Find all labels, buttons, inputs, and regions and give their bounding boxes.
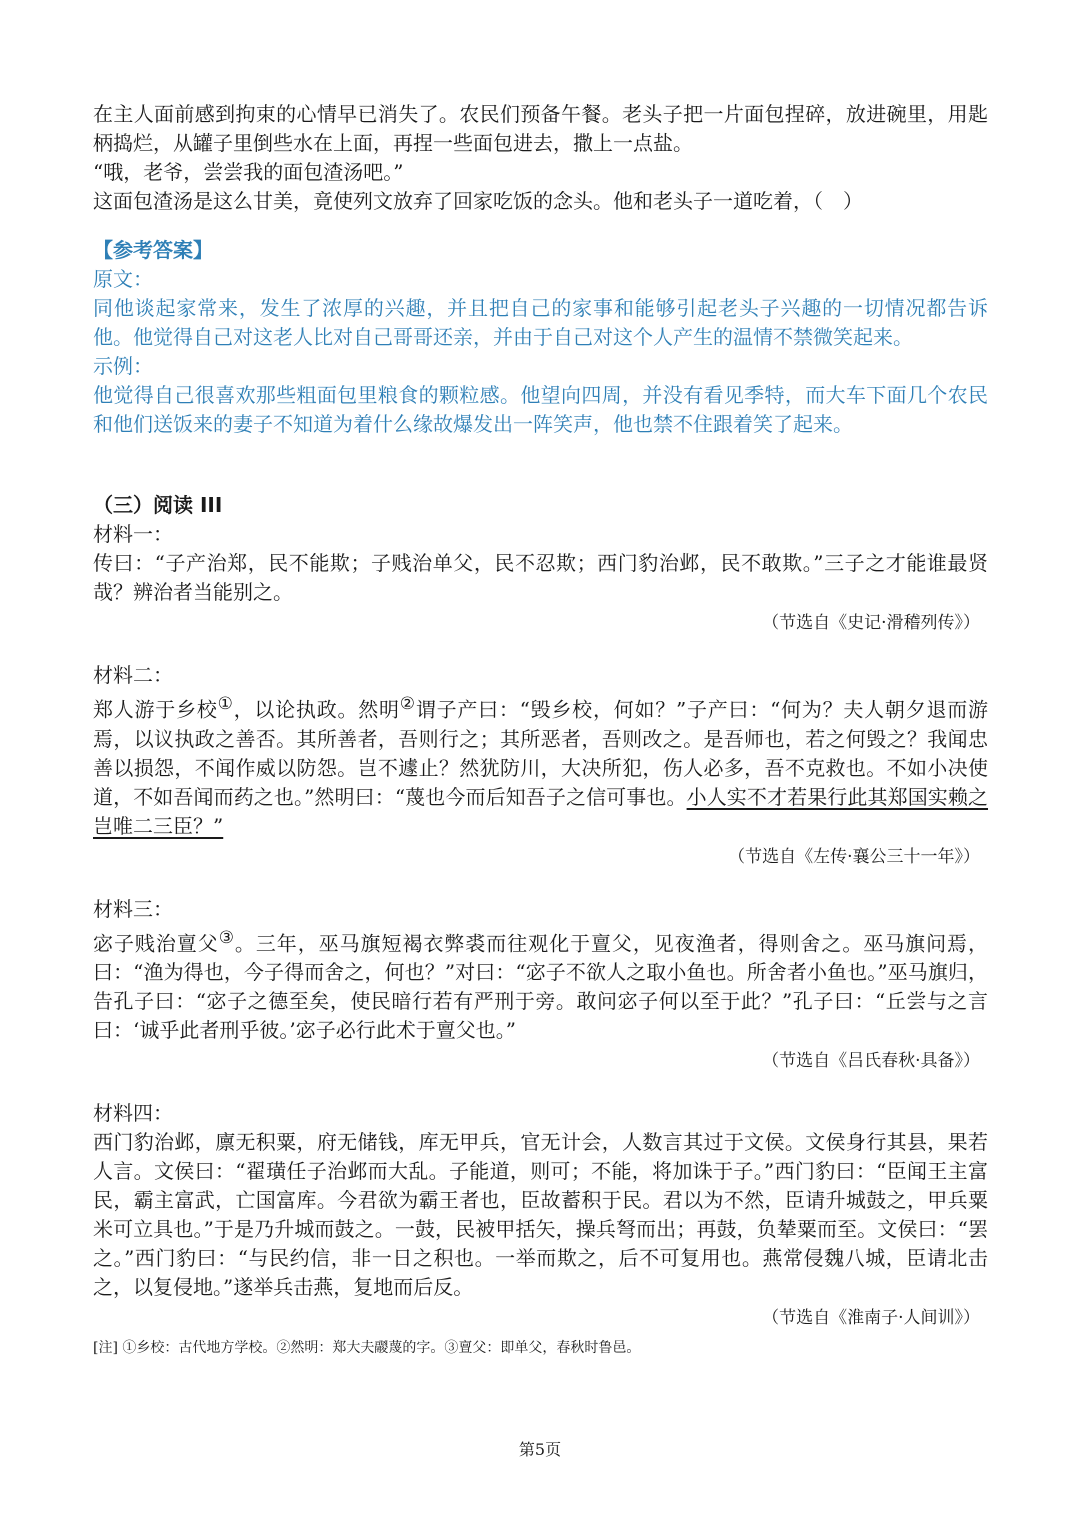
section-title: （三）阅读 III: [93, 493, 223, 517]
note-text-1: 乡校：古代地方学校。: [136, 1340, 277, 1357]
paragraph-story-3: 这面包渣汤是这么甘美，竟使列文放弃了回家吃饭的念头。他和老头子一道吃着，（ ）: [93, 189, 863, 213]
material-2-text: [93, 690, 988, 841]
material-2-text-a: 郑人游于乡校: [93, 697, 218, 722]
footnote-marker-2: ②: [399, 694, 416, 714]
material-4-source: （节选自《淮南子·人间训》）: [762, 1308, 980, 1329]
material-2-text-b: ，以论执政。然明: [233, 697, 400, 722]
material-3-source: （节选自《吕氏春秋·具备》）: [762, 1051, 980, 1072]
material-3-text-b: 。三年，巫马旗短褐衣弊裘而往观化于亶父，见夜渔者，得则舍之。巫马旗问焉，曰：“渔为得也，今子得而舍之，何也？”对曰：“宓子不欲人之取小鱼也。所舍者小鱼也。”巫马旗归，告孔子曰：“宓子之德至矣，使民暗行若有严刑于旁。敢问宓子何以至于此？”孔子曰：“丘尝与之言曰：‘诚乎此者刑乎彼。’宓子必行此术于亶父也。”: [93, 931, 988, 1043]
original-text: 同他谈起家常来，发生了浓厚的兴趣，并且把自己的家事和能够引起老头子兴趣的一切情况都告诉他。他觉得自己对这老人比对自己哥哥还亲，并由于自己对这个人产生的温情不禁微笑起来。: [93, 296, 988, 349]
material-4-text: 西门豹治邺，廪无积粟，府无储钱，库无甲兵，官无计会，人数言其过于文侯。文侯身行其县，果若人言。文侯曰：“翟璜任子治邺而大乱。子能道，则可；不能，将加诛于子。”西门豹曰：“臣闻王主富民，霸主富武，亡国富库。今君欲为霸王者也，臣故蓄积于民。君以为不然，臣请升城鼓之，甲兵粟米可立具也。”于是乃升城而鼓之。一鼓，民被甲括矢，操兵弩而出；再鼓，负辇粟而至。文侯曰：“罢之。”西门豹曰：“与民约信，非一日之积也。一举而欺之，后不可复用也。燕常侵魏八城，臣请北击之，以复侵地。”遂举兵击燕，复地而后反。: [93, 1130, 988, 1300]
note-circle-3: ③: [444, 1340, 459, 1357]
footnotes: [93, 1336, 988, 1360]
note-circle-2: ②: [276, 1340, 291, 1357]
example-text: 他觉得自己很喜欢那些粗面包里粮食的颗粒感。他望向四周，并没有看见季特，而大车下面几个农民和他们送饭来的妻子不知道为着什么缘故爆发出一阵笑声，他也禁不住跟着笑了起来。: [93, 383, 988, 436]
material-2-label: 材料二：: [93, 663, 173, 687]
material-3-text: [93, 924, 988, 1046]
paragraph-story-2: “哦，老爷，尝尝我的面包渣汤吧。”: [93, 160, 404, 184]
material-3-label: 材料三：: [93, 896, 173, 921]
page-content: [93, 100, 988, 1360]
material-1-source: （节选自《史记·滑稽列传》）: [762, 613, 980, 633]
material-4-label: 材料四：: [93, 1101, 173, 1126]
note-text-2: 然明：郑大夫鬷蔑的字。: [290, 1340, 445, 1357]
paragraph-story-1: 在主人面前感到拘束的心情早已消失了。农民们预备午餐。老头子把一片面包捏碎，放进碗里，用匙柄捣烂，从罐子里倒些水在上面，再捏一些面包进去，撒上一点盐。: [93, 102, 988, 155]
footnote-marker-3: ③: [218, 927, 235, 948]
material-3-text-a: 宓子贱治亶父: [93, 931, 219, 956]
original-label: 原文：: [93, 267, 153, 291]
material-1-label: 材料一：: [93, 522, 173, 546]
material-2-text-c: 谓子产曰：“毁乡校，何如？”子产曰：“何为？夫人朝夕退而游焉，以议执政之善否。其所善者，吾则行之；其所恶者，吾则改之。是吾师也，若之何毁之？我闻忠善以损怨，不闻作威以防怨。岂不遽止？然犹防川，大决所犯，伤人必多，吾不克救也。不如小决使道，不如吾闻而药之也。”然明曰：“蔑也今而后知吾子之信可事也。: [93, 697, 989, 809]
footnote-marker-1: ①: [217, 694, 234, 714]
material-1-text: 传曰：“子产治郑，民不能欺；子贱治单父，民不忍欺；西门豹治邺，民不敢欺。”三子之才能谁最贤哉？辨治者当能别之。: [93, 551, 988, 604]
page-number: 第5页: [518, 1440, 562, 1459]
note-circle-1: ①: [122, 1340, 137, 1357]
answer-heading: 【参考答案】: [93, 238, 213, 262]
note-text-3: 亶父：即单父，春秋时鲁邑。: [458, 1340, 641, 1357]
underlined-sentence: 小人实不才若果行此其郑国实赖之岂唯二三臣？”: [93, 784, 989, 838]
note-prefix: [注]: [93, 1340, 118, 1357]
example-label: 示例：: [93, 354, 153, 378]
material-2-source: （节选自《左传·襄公三十一年》）: [728, 846, 980, 867]
